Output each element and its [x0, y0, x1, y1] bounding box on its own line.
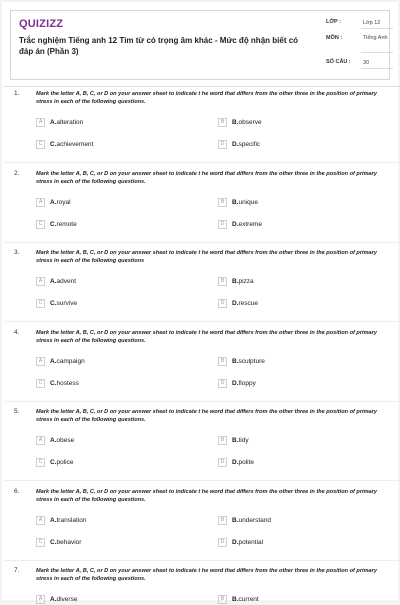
option-prefix: C.	[50, 379, 57, 387]
option-word: advent	[56, 278, 77, 285]
option-prefix: B.	[232, 119, 239, 126]
question-prompt: Mark the letter A, B, C, or D on your answer sheet to indicate t he word that differs from the other three in the position of primary stress in each of the following questions.	[36, 488, 377, 503]
option-letter-box[interactable]: B	[218, 357, 227, 366]
option-prefix: A.	[50, 198, 57, 206]
grade-underline	[361, 28, 393, 29]
option-word: polite	[238, 459, 255, 466]
option-label	[232, 300, 258, 307]
option-word: behavior	[56, 538, 82, 546]
option-letter-box[interactable]: D	[218, 379, 227, 388]
question-divider	[4, 401, 400, 402]
worksheet-page	[2, 2, 398, 603]
option-word: remote	[56, 220, 77, 228]
option-label	[50, 517, 87, 524]
option-letter-box[interactable]: B	[218, 436, 227, 445]
question-prompt: Mark the letter A, B, C, or D on your answer sheet to indicate t he word that differs from the other three in the position of primary stress in each of the following questions.	[36, 568, 377, 583]
subject-label: MÔN :	[326, 35, 343, 41]
option-word: potential	[238, 538, 264, 546]
question-number: 2.	[14, 169, 20, 177]
option-prefix: A.	[50, 516, 57, 524]
option-word: extreme	[238, 220, 262, 228]
option-label	[232, 459, 254, 466]
option-label	[232, 358, 265, 365]
option-word: hostess	[56, 379, 79, 387]
option-label	[50, 459, 73, 466]
option-letter-box[interactable]: A	[36, 516, 45, 525]
option-label	[50, 358, 85, 365]
count-label: SỐ CÂU :	[326, 59, 351, 65]
option-label	[50, 380, 79, 387]
option-letter-box[interactable]: D	[218, 299, 227, 308]
option-prefix: C.	[50, 300, 57, 307]
question-prompt: Mark the letter A, B, C, or D on your answer sheet to indicate t he word that differs from the other three in the position of primary stress in each of the following questions.	[36, 91, 377, 106]
option-label	[50, 141, 93, 148]
grade-label: LỚP :	[326, 19, 341, 25]
option-label	[50, 221, 77, 228]
option-prefix: D.	[232, 300, 239, 307]
count-underline	[361, 68, 393, 69]
option-prefix: A.	[50, 119, 57, 126]
option-letter-box[interactable]: B	[218, 118, 227, 127]
option-prefix: C.	[50, 141, 57, 148]
option-word: campaign	[56, 357, 85, 365]
question-divider	[4, 162, 400, 163]
option-letter-box[interactable]: A	[36, 118, 45, 127]
option-letter-box[interactable]: A	[36, 595, 45, 604]
option-word: obese	[56, 437, 75, 444]
option-letter-box[interactable]: D	[218, 538, 227, 547]
option-label	[50, 300, 77, 307]
option-word: diverse	[56, 596, 78, 603]
option-letter-box[interactable]: A	[36, 198, 45, 207]
option-label	[232, 221, 262, 228]
option-word: rescue	[238, 300, 259, 307]
option-label	[50, 199, 71, 206]
question-divider	[4, 480, 400, 481]
question-prompt: Mark the letter A, B, C, or D on your answer sheet to indicate t he word that differs from the other three in the position of primary stress in each of the following questions.	[36, 170, 377, 185]
option-letter-box[interactable]: C	[36, 140, 45, 149]
option-letter-box[interactable]: B	[218, 516, 227, 525]
question-divider	[4, 242, 400, 243]
option-prefix: D.	[232, 141, 239, 148]
question-number: 5.	[14, 408, 20, 415]
count-value: 30	[363, 60, 370, 66]
option-letter-box[interactable]: C	[36, 458, 45, 467]
option-letter-box[interactable]: A	[36, 357, 45, 366]
question-number: 1.	[14, 90, 20, 97]
option-label	[232, 119, 262, 126]
option-prefix: B.	[232, 516, 239, 524]
quizizz-logo: QUIZIZZ	[19, 18, 64, 30]
option-prefix: D.	[232, 459, 239, 466]
option-letter-box[interactable]: A	[36, 436, 45, 445]
question-prompt: Mark the letter A, B, C, or D on your answer sheet to indicate t he word that differs from the other three in the position of primary stress in each of the following questions.	[36, 329, 377, 344]
option-label	[50, 539, 81, 546]
question-number: 6.	[14, 487, 20, 495]
question-number: 4.	[14, 328, 20, 336]
option-prefix: B.	[232, 437, 239, 444]
option-word: observe	[238, 119, 262, 126]
option-prefix: B.	[232, 357, 239, 365]
option-letter-box[interactable]: C	[36, 220, 45, 229]
question-divider	[4, 321, 400, 322]
option-prefix: C.	[50, 220, 57, 228]
option-letter-box[interactable]: A	[36, 277, 45, 286]
option-word: translation	[56, 516, 87, 524]
header-divider	[4, 86, 400, 87]
option-word: sculpture	[238, 357, 265, 365]
subject-underline	[361, 52, 393, 53]
option-label	[232, 141, 260, 148]
option-word: unique	[238, 198, 259, 206]
option-letter-box[interactable]: C	[36, 538, 45, 547]
option-word: tidy	[238, 437, 249, 444]
option-word: alteration	[56, 119, 84, 126]
option-letter-box[interactable]: B	[218, 277, 227, 286]
option-word: understand	[238, 516, 272, 524]
option-letter-box[interactable]: D	[218, 220, 227, 229]
option-letter-box[interactable]: C	[36, 379, 45, 388]
option-prefix: B.	[232, 596, 239, 603]
question-number: 3.	[14, 249, 20, 256]
grade-value: Lớp 12	[363, 20, 381, 26]
option-prefix: D.	[232, 220, 239, 228]
option-label	[232, 437, 249, 444]
option-prefix: B.	[232, 198, 239, 206]
option-label	[232, 380, 256, 387]
option-prefix: D.	[232, 538, 239, 546]
worksheet-header	[10, 10, 390, 80]
option-word: police	[56, 459, 74, 466]
option-word: current	[238, 596, 259, 603]
option-word: achievement	[56, 141, 94, 148]
option-word: specific	[238, 141, 261, 148]
option-prefix: C.	[50, 538, 57, 546]
option-prefix: A.	[50, 437, 57, 444]
subject-value: Tiếng Anh	[363, 35, 388, 41]
option-word: pizza	[238, 278, 254, 285]
question-prompt: Mark the letter A, B, C, or D on your answer sheet to indicate t he word that differs from the other three in the position of primary stress in each of the following questions	[36, 250, 377, 265]
option-prefix: A.	[50, 357, 57, 365]
option-letter-box[interactable]: D	[218, 458, 227, 467]
option-prefix: A.	[50, 596, 57, 603]
question-number: 7.	[14, 567, 20, 574]
option-letter-box[interactable]: B	[218, 198, 227, 207]
option-letter-box[interactable]: B	[218, 595, 227, 604]
option-letter-box[interactable]: C	[36, 299, 45, 308]
option-label	[232, 278, 254, 285]
option-label	[50, 278, 76, 285]
option-letter-box[interactable]: D	[218, 140, 227, 149]
question-divider	[4, 560, 400, 561]
option-prefix: C.	[50, 459, 57, 466]
option-prefix: B.	[232, 278, 239, 285]
worksheet-title: Trắc nghiệm Tiếng anh 12 Tìm từ có trọng âm khác - Mức độ nhận biết có đáp án (Phần 3)	[19, 36, 299, 56]
option-prefix: D.	[232, 379, 239, 387]
option-word: floppy	[238, 379, 256, 387]
option-label	[232, 539, 263, 546]
option-label	[232, 517, 271, 524]
option-prefix: A.	[50, 278, 57, 285]
option-word: royal	[56, 198, 71, 206]
option-label	[50, 119, 83, 126]
option-label	[232, 199, 258, 206]
option-word: survive	[56, 300, 78, 307]
question-prompt: Mark the letter A, B, C, or D on your answer sheet to indicate t he word that differs from the other three in the position of primary stress in each of the following questions.	[36, 409, 377, 424]
option-label	[50, 437, 74, 444]
